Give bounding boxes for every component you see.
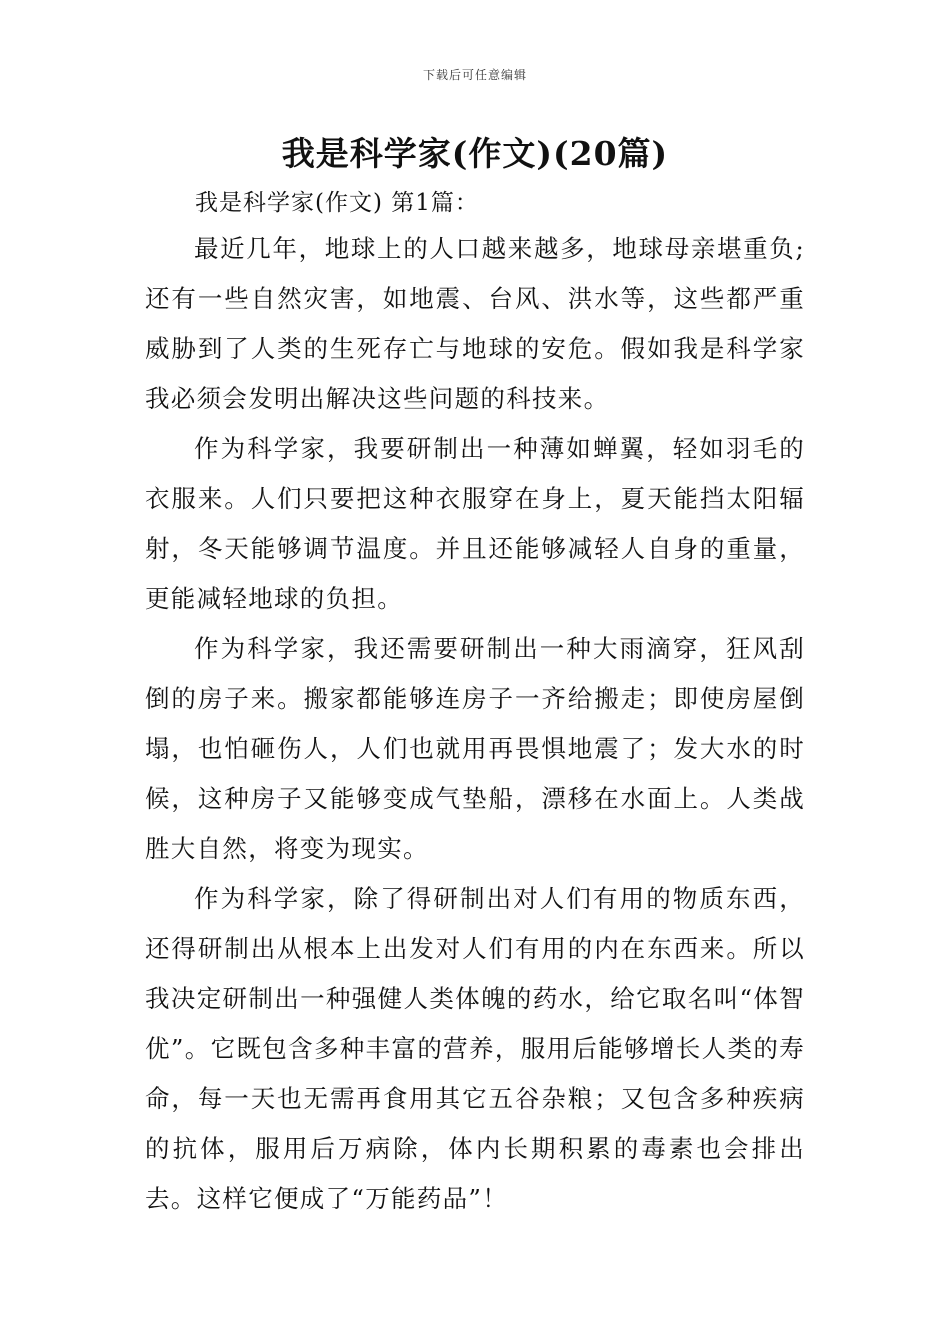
paragraph: 作为科学家，我还需要研制出一种大雨滴穿，狂风刮倒的房子来。搬家都能够连房子一齐给搬走；即使房屋倒塌，也怕砸伤人，人们也就用再畏惧地震了；发大水的时候，这种房子又能够变成气垫船，漂移在水面上。人类战胜大自然，将变为现实。 xyxy=(145,634,805,863)
paragraph: 作为科学家，除了得研制出对人们有用的物质东西，还得研制出从根本上出发对人们有用的内在东西来。所以我决定研制出一种强健人类体魄的药水，给它取名叫“体智优”。它既包含多种丰富的营养，服用后能够增长人类的寿命，每一天也无需再食用其它五谷杂粮；又包含多种疾病的抗体，服用后万病除，体内长期积累的毒素也会排出去。这样它便成了“万能药品”！ xyxy=(145,884,805,1213)
essay-body xyxy=(145,224,805,1224)
paragraph: 作为科学家，我要研制出一种薄如蝉翼，轻如羽毛的衣服来。人们只要把这种衣服穿在身上，夏天能挡太阳辐射，冬天能够调节温度。并且还能够减轻人自身的重量，更能减轻地球的负担。 xyxy=(145,434,805,613)
header-note: 下载后可任意编辑 xyxy=(422,68,527,82)
paragraph: 最近几年，地球上的人口越来越多，地球母亲堪重负;还有一些自然灾害，如地震、台风、洪水等，这些都严重威胁到了人类的生死存亡与地球的安危。假如我是科学家我必须会发明出解决这些问题的科技来。 xyxy=(145,234,805,413)
section-subheading: 我是科学家(作文) 第1篇： xyxy=(195,190,479,216)
document-title: 我是科学家(作文)(20篇) xyxy=(281,134,669,173)
